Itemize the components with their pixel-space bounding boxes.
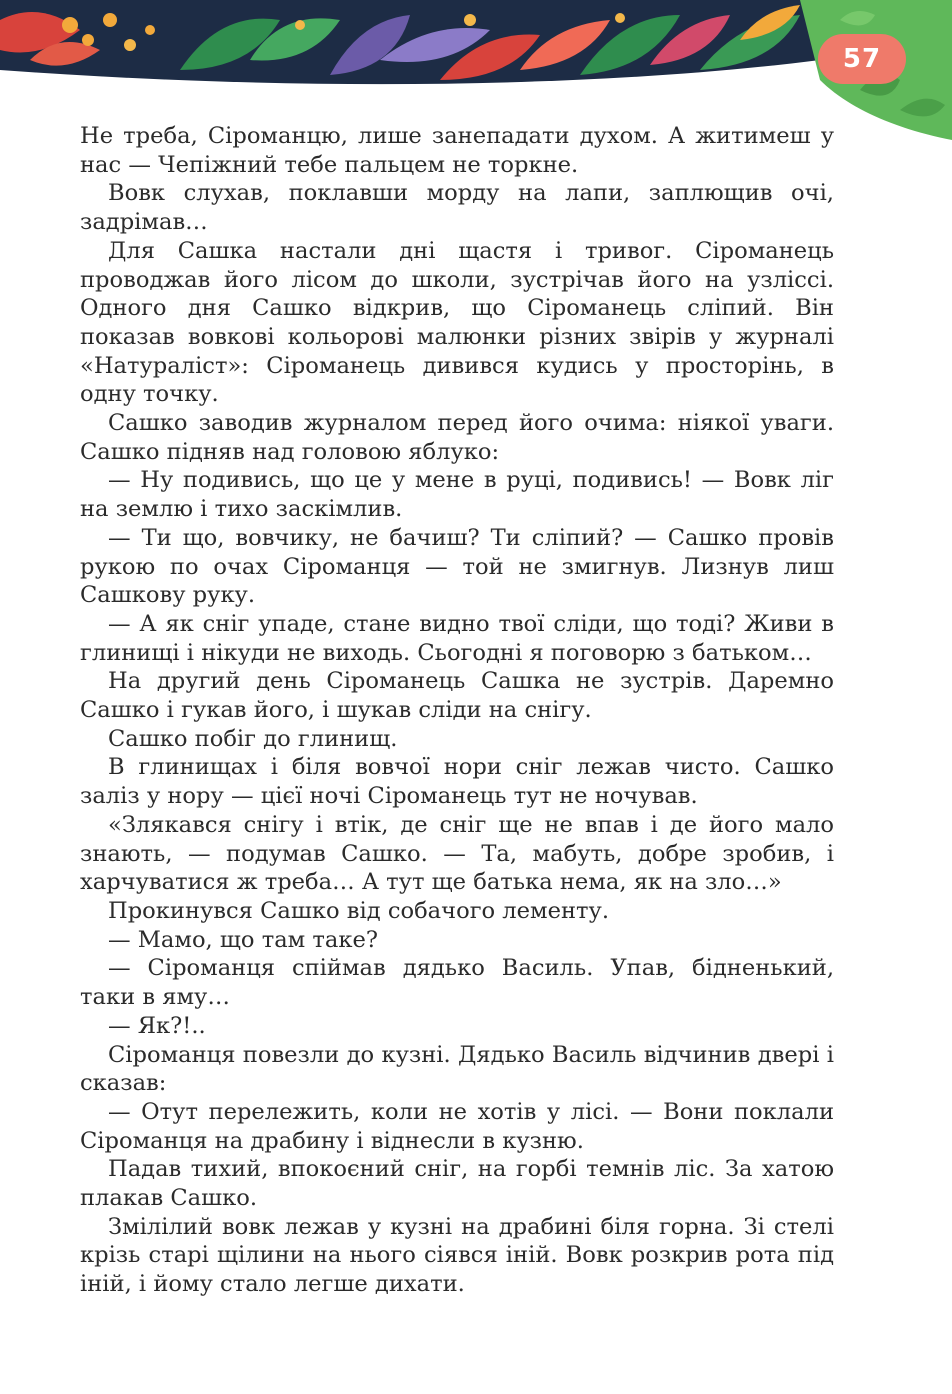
- paragraph: Змілілий вовк лежав у кузні на драбині біля горна. Зі стелі крізь старі щілини на нього сіявся іній. Вовк розкрив рота під іній, і йому стало легше дихати.: [80, 1213, 834, 1298]
- paragraph: — Ну подивись, що це у мене в руці, подивись! — Вовк ліг на землю і тихо заскімлив.: [80, 467, 834, 523]
- paragraph: Прокинувся Сашко від собачого лементу.: [108, 897, 610, 924]
- page-number-badge: 57: [818, 34, 906, 84]
- paragraph: — Ти що, вовчику, не бачиш? Ти сліпий? — Сашко провів рукою по очах Сіроманця — той не змигнув. Лизнув лиш Сашкову руку.: [80, 524, 834, 609]
- paragraph: Сашко побіг до глинищ.: [108, 725, 398, 752]
- paragraph: Сіроманця повезли до кузні. Дядько Василь відчинив двері і сказав:: [80, 1041, 834, 1097]
- paragraph: — Мамо, що там таке?: [108, 926, 379, 953]
- paragraph: Вовк слухав, поклавши морду на лапи, заплющив очі, задрімав…: [80, 180, 834, 236]
- paragraph: — А як сніг упаде, стане видно твої сліди, що тоді? Живи в глинищі і нікуди не виходь. Сьогодні я поговорю з батьком…: [80, 610, 834, 666]
- paragraph: Не треба, Сіроманцю, лише занепадати духом. А житимеш у нас — Чепіжний тебе пальцем не торкне.: [80, 123, 834, 178]
- paragraph: — Отут перележить, коли не хотів у лісі. — Вони поклали Сіроманця на драбину і віднесли в кузню.: [80, 1098, 834, 1154]
- paragraph: Сашко заводив журналом перед його очима: ніякої уваги. Сашко підняв над головою яблуко:: [80, 410, 834, 465]
- paragraph: Падав тихий, впокоєний сніг, на горбі темнів ліс. За хатою плакав Сашко.: [80, 1156, 834, 1212]
- paragraph: Для Сашка настали дні щастя і тривог. Сіроманець проводжав його лісом до школи, зустрічав його на узліссі. Одного дня Сашко відкрив, що Сіроманець сліпий. Він показав вовкові кольорові малюнки різних звірів у журналі «Натураліст»: Сіроманець дивився кудись у просторінь, в одну точку.: [80, 237, 834, 408]
- paragraph: — Як?!..: [108, 1012, 206, 1039]
- paragraph: «Злякався снігу і втік, де сніг ще не впав і де його мало знають, — подумав Сашко. — Та, мабуть, добре зробив, і харчуватися ж треба… А тут ще батька нема, як на зло…»: [80, 811, 834, 896]
- paragraph: На другий день Сіроманець Сашка не зустрів. Даремно Сашко і гукав його, і шукав сліди на снігу.: [80, 668, 834, 724]
- leaf-illustration: [0, 0, 952, 140]
- paragraph: — Сіроманця спіймав дядько Василь. Упав, бідненький, таки в яму…: [80, 955, 834, 1011]
- story-text: [80, 122, 834, 1299]
- decorative-leaf-banner: [0, 0, 952, 140]
- paragraph: В глинищах і біля вовчої нори сніг лежав чисто. Сашко заліз у нору — цієї ночі Сіроманець тут не ночував.: [80, 754, 834, 810]
